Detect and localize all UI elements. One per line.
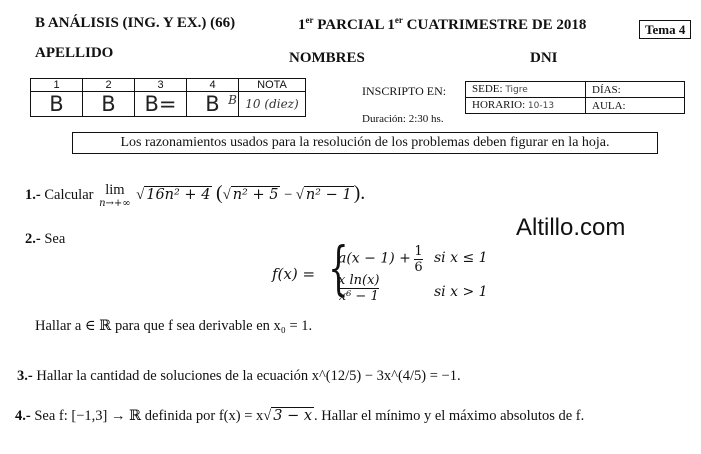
case-2-den: x⁶ − 1 bbox=[338, 289, 379, 304]
limit-sub: n→+∞ bbox=[99, 198, 131, 209]
question-4-number: 4.- bbox=[15, 408, 31, 424]
inscripto-label: INSCRIPTO EN: bbox=[362, 84, 447, 98]
case-1 bbox=[338, 244, 423, 275]
case-2-cond: si x > 1 bbox=[434, 284, 488, 300]
sede-label: SEDE: bbox=[472, 83, 503, 95]
info-table bbox=[465, 81, 685, 114]
watermark: Altillo.com bbox=[516, 214, 626, 241]
grade-value: B= bbox=[135, 92, 187, 117]
duracion-label: Duración: 2:30 hs. bbox=[362, 113, 444, 125]
grade-header: 1 bbox=[31, 79, 83, 92]
case-1-den: 6 bbox=[414, 260, 423, 275]
sede-cell bbox=[466, 82, 586, 98]
instructions-banner: Los razonamientos usados para la resolución de los problemas deben figurar en la hoja. bbox=[72, 132, 658, 154]
exam-prefix: 1 bbox=[298, 17, 306, 33]
aula-label: AULA: bbox=[586, 98, 685, 114]
radicand-1: 16n² + 4 bbox=[146, 187, 211, 203]
grade-header: 4 bbox=[187, 79, 239, 92]
horario-cell bbox=[466, 98, 586, 114]
sqrt-symbol: √ bbox=[222, 187, 231, 203]
case-1-expr: a(x − 1) + bbox=[338, 250, 411, 267]
radicand-2: n² + 5 bbox=[232, 187, 279, 203]
function-name: f(x) = bbox=[272, 265, 316, 283]
exam-title bbox=[298, 15, 586, 34]
sqrt-symbol: √ bbox=[263, 408, 272, 424]
question-4-text-b: . Hallar el mínimo y el máximo absolutos de f. bbox=[314, 408, 585, 424]
horario-label: HORARIO: bbox=[472, 99, 526, 111]
case-1-frac bbox=[414, 244, 422, 275]
question-2-header bbox=[25, 231, 65, 248]
case-2 bbox=[338, 273, 379, 304]
nombres-label: NOMBRES bbox=[289, 50, 365, 66]
question-2-text: Sea bbox=[44, 231, 66, 247]
case-2-num: x ln(x) bbox=[338, 273, 380, 288]
question-4-text-a: Sea f: [−1,3] → ℝ definida por f(x) = x bbox=[34, 408, 264, 424]
paren-close: ). bbox=[353, 182, 366, 204]
question-2-find: Hallar a ∈ ℝ para que f sea derivable en x₀ = 1. bbox=[35, 318, 313, 334]
question-3 bbox=[17, 368, 461, 385]
grade-value-text: B bbox=[205, 92, 220, 116]
grade-header: 2 bbox=[83, 79, 135, 92]
case-1-num: 1 bbox=[414, 244, 423, 259]
limit-label: lim bbox=[105, 182, 125, 198]
exam-middle-sup: er bbox=[394, 15, 403, 25]
dias-label: DÍAS: bbox=[586, 82, 685, 98]
question-4 bbox=[15, 408, 584, 425]
exam-middle: PARCIAL 1 bbox=[313, 17, 395, 33]
minus-sign: − bbox=[284, 187, 293, 203]
question-1-text: Calcular bbox=[44, 187, 94, 203]
radicand-3: n² − 1 bbox=[305, 187, 352, 203]
grade-value: B bbox=[83, 92, 135, 117]
sede-value: Tigre bbox=[505, 85, 528, 95]
sqrt-symbol: √ bbox=[136, 187, 145, 203]
limit bbox=[99, 182, 131, 209]
exam-prefix-sup: er bbox=[305, 15, 314, 25]
question-3-number: 3.- bbox=[17, 368, 33, 384]
grade-value bbox=[187, 92, 239, 117]
horario-value: 10-13 bbox=[527, 101, 555, 111]
question-1-number: 1.- bbox=[25, 187, 41, 203]
grade-value: B bbox=[31, 92, 83, 117]
case-1-cond: si x ≤ 1 bbox=[434, 250, 488, 266]
tema-badge: Tema 4 bbox=[639, 20, 691, 39]
question-2-number: 2.- bbox=[25, 231, 41, 247]
course-title: B ANÁLISIS (ING. Y EX.) (66) bbox=[35, 15, 236, 31]
question-3-text: Hallar la cantidad de soluciones de la ecuación x^(12/5) − 3x^(4/5) = −1. bbox=[36, 368, 461, 384]
question-1 bbox=[25, 182, 365, 209]
dni-label: DNI bbox=[530, 50, 558, 66]
paren-open: ( bbox=[216, 182, 223, 204]
apellido-label: APELLIDO bbox=[35, 45, 114, 61]
sqrt-symbol: √ bbox=[295, 187, 304, 203]
brace: { bbox=[328, 234, 349, 302]
question-4-radicand: 3 − x bbox=[273, 408, 313, 424]
grade-extra: B bbox=[228, 93, 237, 107]
case-2-frac bbox=[338, 273, 379, 304]
grades-table bbox=[30, 78, 306, 117]
grade-header: 3 bbox=[135, 79, 187, 92]
exam-suffix: CUATRIMESTRE DE 2018 bbox=[402, 17, 587, 33]
grade-header-nota: NOTA bbox=[239, 79, 306, 92]
grade-nota-value: 10 (diez) bbox=[239, 92, 306, 117]
